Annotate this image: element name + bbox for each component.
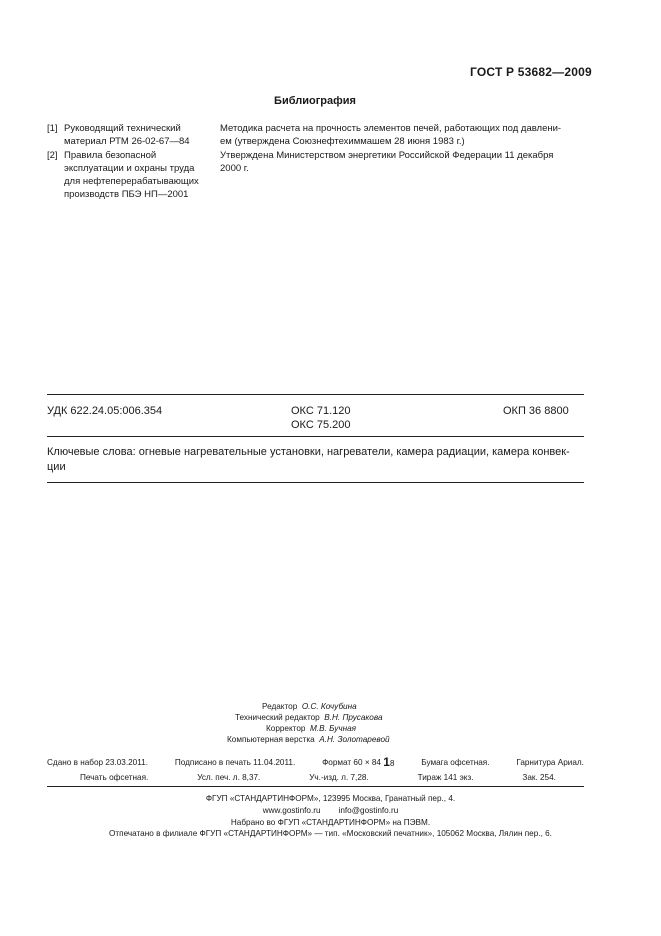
ref-1-title-line: материал РТМ 26-02-67—84 xyxy=(64,136,190,147)
ref-1-desc-line: Методика расчета на прочность элементов печей, работающих под давлени- xyxy=(220,123,562,134)
ref-2-desc-line: 2000 г. xyxy=(220,163,249,174)
print-info-row-1 xyxy=(47,757,584,769)
typeset-note: Набрано во ФГУП «СТАНДАРТИНФОРМ» на ПЭВМ. xyxy=(230,818,431,827)
keywords-line: ции xyxy=(47,461,66,473)
editor-name: О.С. Кочубина xyxy=(301,702,357,711)
ref-2-title-line: эксплуатации и охраны труда xyxy=(64,163,195,174)
ref-2-title-line: производств ПБЭ НП—2001 xyxy=(64,189,189,200)
ref-1-number: [1] xyxy=(47,123,58,134)
paper-format xyxy=(322,757,394,769)
print-info-row-2 xyxy=(80,772,556,783)
top-rule xyxy=(47,394,584,395)
ref-2-title-line: для нефтеперерабатывающих xyxy=(64,176,199,187)
publisher-contacts xyxy=(0,805,661,816)
tech-editor-name: В.Н. Прусакова xyxy=(324,713,383,722)
publisher-email[interactable]: info@gostinfo.ru xyxy=(338,806,399,815)
middle-rule xyxy=(47,436,584,437)
layout-role: Компьютерная верстка xyxy=(227,735,315,744)
bibliography-title: Библиография xyxy=(274,95,356,107)
format-fraction-den: 8 xyxy=(389,759,395,768)
proofreader-name: М.В. Бучная xyxy=(310,724,357,733)
ref-1-desc-line: ем (утверждена Союзнефтехиммашем 28 июня 1983 г.) xyxy=(220,136,465,147)
format-fraction-num: 1 xyxy=(383,755,390,769)
print-sheets: Усл. печ. л. 8,37. xyxy=(197,773,261,782)
ref-2-description xyxy=(220,149,585,175)
layout-name: А.Н. Золотаревой xyxy=(319,735,390,744)
signed-date: Подписано в печать 11.04.2011. xyxy=(174,758,296,767)
bottom-rule xyxy=(47,482,584,483)
proofreader-credit xyxy=(266,723,356,734)
keywords-line: Ключевые слова: огневые нагревательные установки, нагреватели, камера радиации, камера конвек- xyxy=(47,446,570,458)
ref-1-title xyxy=(64,122,209,148)
paper-format-label: Формат 60 × 84 xyxy=(322,758,381,768)
ref-1-description xyxy=(220,122,585,148)
ref-1-title-line: Руководящий технический xyxy=(64,123,181,134)
layout-credit xyxy=(227,734,390,745)
okp-code: ОКП 36 8800 xyxy=(503,405,569,417)
standard-code: ГОСТ Р 53682—2009 xyxy=(470,65,592,79)
print-rule xyxy=(47,786,584,787)
typeset-date: Сдано в набор 23.03.2011. xyxy=(47,758,149,767)
font-info: Гарнитура Ариал. xyxy=(516,758,584,767)
format-fraction xyxy=(383,757,394,769)
publisher-address: ФГУП «СТАНДАРТИНФОРМ», 123995 Москва, Гранатный пер., 4. xyxy=(205,794,456,803)
ref-2-title xyxy=(64,149,209,201)
editor-role: Редактор xyxy=(262,702,298,711)
circulation: Тираж 141 экз. xyxy=(417,773,474,782)
editor-credit xyxy=(262,701,357,712)
ref-2-number: [2] xyxy=(47,150,58,161)
keywords xyxy=(47,445,584,475)
oks-code: ОКС 71.120 xyxy=(291,405,351,417)
print-type: Печать офсетная. xyxy=(80,773,149,782)
printed-note: Отпечатано в филиале ФГУП «СТАНДАРТИНФОРМ» — тип. «Московский печатник», 105062 Москва, Лялин пер., 6. xyxy=(109,829,552,838)
order-number: Зак. 254. xyxy=(522,773,556,782)
proofreader-role: Корректор xyxy=(266,724,306,733)
paper-type: Бумага офсетная. xyxy=(421,758,490,767)
publisher-website[interactable]: www.gostinfo.ru xyxy=(262,806,321,815)
udk-code: УДК 622.24.05:006.354 xyxy=(47,405,163,417)
tech-editor-credit xyxy=(235,712,383,723)
oks-codes xyxy=(291,404,351,432)
ref-2-title-line: Правила безопасной xyxy=(64,150,157,161)
ref-2-desc-line: Утверждена Министерством энергетики Российской Федерации 11 декабря xyxy=(220,150,554,161)
oks-code: ОКС 75.200 xyxy=(291,419,351,431)
tech-editor-role: Технический редактор xyxy=(235,713,320,722)
publisher-sheets: Уч.-изд. л. 7,28. xyxy=(309,773,369,782)
